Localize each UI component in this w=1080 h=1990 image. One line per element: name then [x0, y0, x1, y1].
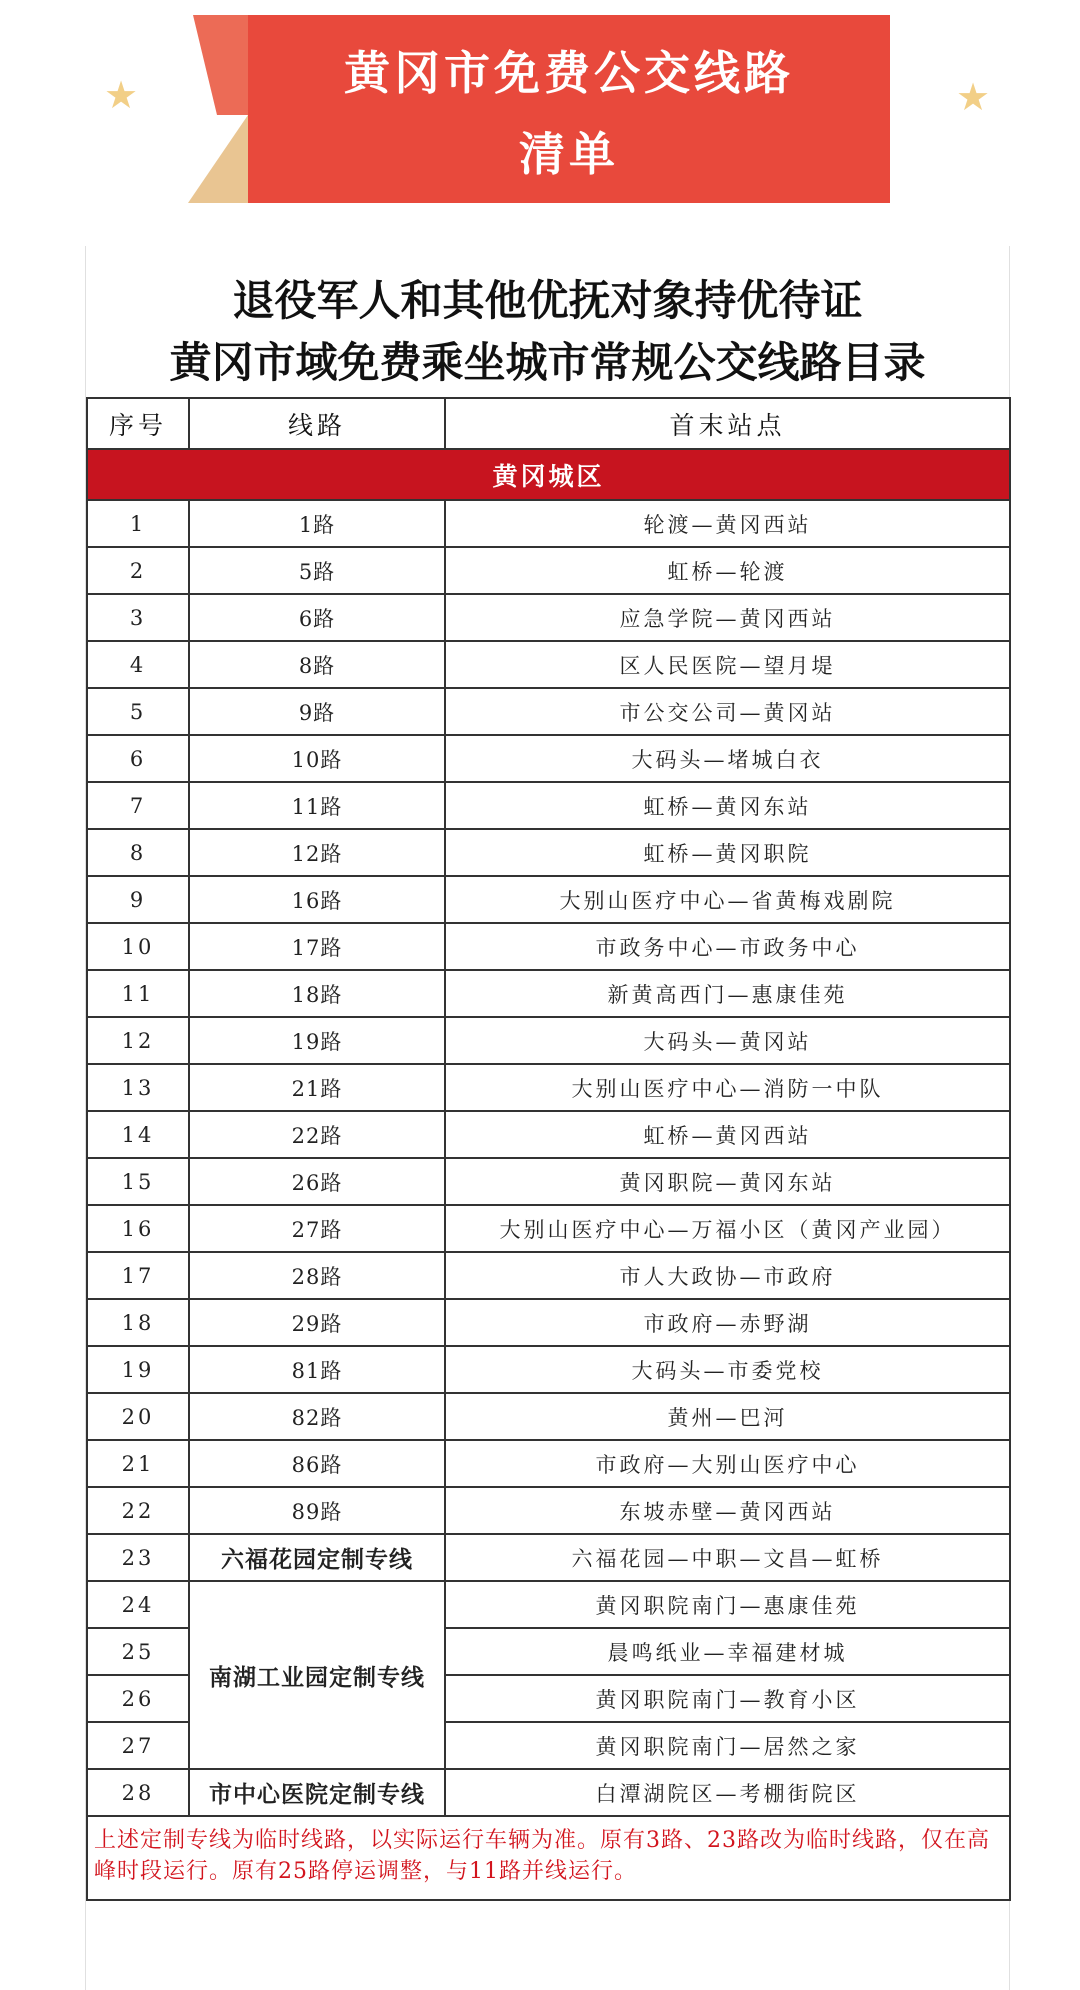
- table-row: [87, 1534, 1010, 1581]
- table-row: [87, 594, 1010, 641]
- route-stops: 黄州—巴河: [445, 1393, 1010, 1440]
- table-row: [87, 1064, 1010, 1111]
- route-stops: 大码头—市委党校: [445, 1346, 1010, 1393]
- row-number: 19: [87, 1346, 189, 1393]
- row-number: 6: [87, 735, 189, 782]
- table-row: [87, 500, 1010, 547]
- route-stops: 白潭湖院区—考棚街院区: [445, 1769, 1010, 1816]
- route-table: [86, 397, 1011, 1901]
- table-row: [87, 782, 1010, 829]
- route-name: 16路: [189, 876, 445, 923]
- row-number: 12: [87, 1017, 189, 1064]
- document-title: [86, 270, 1009, 394]
- row-number: 3: [87, 594, 189, 641]
- ribbon-tail: [193, 15, 253, 115]
- table-row: [87, 1111, 1010, 1158]
- table-row: [87, 1393, 1010, 1440]
- table-row: [87, 1205, 1010, 1252]
- route-name: 29路: [189, 1299, 445, 1346]
- row-number: 15: [87, 1158, 189, 1205]
- banner-title-line2: 清单: [519, 127, 619, 181]
- table-row: [87, 1017, 1010, 1064]
- row-number: 10: [87, 923, 189, 970]
- row-number: 25: [87, 1628, 189, 1675]
- section-title: 黄冈城区: [87, 449, 1010, 500]
- route-stops: 大码头—黄冈站: [445, 1017, 1010, 1064]
- route-stops: 黄冈职院南门—教育小区: [445, 1675, 1010, 1722]
- row-number: 14: [87, 1111, 189, 1158]
- route-stops: 大别山医疗中心—万福小区（黄冈产业园）: [445, 1205, 1010, 1252]
- table-row: [87, 923, 1010, 970]
- route-stops: 虹桥—轮渡: [445, 547, 1010, 594]
- route-stops: 市政府—赤野湖: [445, 1299, 1010, 1346]
- route-stops: 新黄高西门—惠康佳苑: [445, 970, 1010, 1017]
- route-stops: 虹桥—黄冈东站: [445, 782, 1010, 829]
- section-row: [87, 449, 1010, 500]
- table-row: [87, 547, 1010, 594]
- document-title-line1: 退役军人和其他优抚对象持优待证: [232, 276, 863, 325]
- table-row: [87, 1487, 1010, 1534]
- route-name: 17路: [189, 923, 445, 970]
- route-name: 89路: [189, 1487, 445, 1534]
- banner-area: [0, 0, 1080, 235]
- row-number: 20: [87, 1393, 189, 1440]
- row-number: 9: [87, 876, 189, 923]
- table-row: [87, 1158, 1010, 1205]
- route-stops: 大码头—堵城白衣: [445, 735, 1010, 782]
- table-header-row: [87, 398, 1010, 449]
- route-name: 19路: [189, 1017, 445, 1064]
- row-number: 2: [87, 547, 189, 594]
- row-number: 28: [87, 1769, 189, 1816]
- document: [85, 246, 1010, 1990]
- row-number: 26: [87, 1675, 189, 1722]
- route-name: 10路: [189, 735, 445, 782]
- row-number: 21: [87, 1440, 189, 1487]
- route-name: 6路: [189, 594, 445, 641]
- route-stops: 市公交公司—黄冈站: [445, 688, 1010, 735]
- header-route: 线路: [189, 398, 445, 449]
- route-name: 8路: [189, 641, 445, 688]
- row-number: 22: [87, 1487, 189, 1534]
- route-stops: 晨鸣纸业—幸福建材城: [445, 1628, 1010, 1675]
- route-stops: 市政务中心—市政务中心: [445, 923, 1010, 970]
- route-name: 市中心医院定制专线: [189, 1769, 445, 1816]
- route-name: 12路: [189, 829, 445, 876]
- route-name: 86路: [189, 1440, 445, 1487]
- route-name: 21路: [189, 1064, 445, 1111]
- route-stops: 大别山医疗中心—消防一中队: [445, 1064, 1010, 1111]
- ribbon-fold: [188, 115, 248, 203]
- table-row: [87, 1252, 1010, 1299]
- route-stops: 六福花园—中职—文昌—虹桥: [445, 1534, 1010, 1581]
- route-stops: 虹桥—黄冈西站: [445, 1111, 1010, 1158]
- header-no: 序号: [87, 398, 189, 449]
- route-name: 18路: [189, 970, 445, 1017]
- document-title-line2: 黄冈市域免费乘坐城市常规公交线路目录: [169, 338, 926, 387]
- table-row: [87, 829, 1010, 876]
- table-row: [87, 1581, 1010, 1628]
- table-row: [87, 970, 1010, 1017]
- route-stops: 市人大政协—市政府: [445, 1252, 1010, 1299]
- banner-title-line1: 黄冈市免费公交线路: [344, 46, 794, 100]
- row-number: 11: [87, 970, 189, 1017]
- row-number: 24: [87, 1581, 189, 1628]
- table-row: [87, 688, 1010, 735]
- route-name: 9路: [189, 688, 445, 735]
- route-stops: 应急学院—黄冈西站: [445, 594, 1010, 641]
- table-row: [87, 1769, 1010, 1816]
- star-icon: ★: [104, 73, 139, 117]
- row-number: 5: [87, 688, 189, 735]
- row-number: 4: [87, 641, 189, 688]
- route-name: 81路: [189, 1346, 445, 1393]
- header-stops: 首末站点: [445, 398, 1010, 449]
- row-number: 1: [87, 500, 189, 547]
- route-stops: 大别山医疗中心—省黄梅戏剧院: [445, 876, 1010, 923]
- route-name: 5路: [189, 547, 445, 594]
- route-stops: 黄冈职院南门—居然之家: [445, 1722, 1010, 1769]
- title-banner: [248, 15, 890, 203]
- route-name: 11路: [189, 782, 445, 829]
- route-stops: 虹桥—黄冈职院: [445, 829, 1010, 876]
- route-name: 27路: [189, 1205, 445, 1252]
- route-name: 22路: [189, 1111, 445, 1158]
- route-name: 南湖工业园定制专线: [189, 1581, 445, 1769]
- route-name: 六福花园定制专线: [189, 1534, 445, 1581]
- table-row: [87, 735, 1010, 782]
- route-name: 26路: [189, 1158, 445, 1205]
- row-number: 16: [87, 1205, 189, 1252]
- star-icon: ★: [956, 75, 991, 119]
- row-number: 13: [87, 1064, 189, 1111]
- row-number: 23: [87, 1534, 189, 1581]
- route-stops: 区人民医院—望月堤: [445, 641, 1010, 688]
- table-row: [87, 876, 1010, 923]
- route-name: 28路: [189, 1252, 445, 1299]
- table-row: [87, 641, 1010, 688]
- table-row: [87, 1346, 1010, 1393]
- route-stops: 市政府—大别山医疗中心: [445, 1440, 1010, 1487]
- table-row: [87, 1299, 1010, 1346]
- row-number: 7: [87, 782, 189, 829]
- row-number: 27: [87, 1722, 189, 1769]
- route-stops: 黄冈职院南门—惠康佳苑: [445, 1581, 1010, 1628]
- row-number: 8: [87, 829, 189, 876]
- footnote: 上述定制专线为临时线路，以实际运行车辆为准。原有3路、23路改为临时线路，仅在高峰时段运行。原有25路停运调整，与11路并线运行。: [87, 1816, 1010, 1900]
- route-name: 1路: [189, 500, 445, 547]
- route-stops: 轮渡—黄冈西站: [445, 500, 1010, 547]
- row-number: 17: [87, 1252, 189, 1299]
- route-stops: 东坡赤壁—黄冈西站: [445, 1487, 1010, 1534]
- row-number: 18: [87, 1299, 189, 1346]
- table-row: [87, 1440, 1010, 1487]
- route-stops: 黄冈职院—黄冈东站: [445, 1158, 1010, 1205]
- note-row: [87, 1816, 1010, 1900]
- route-name: 82路: [189, 1393, 445, 1440]
